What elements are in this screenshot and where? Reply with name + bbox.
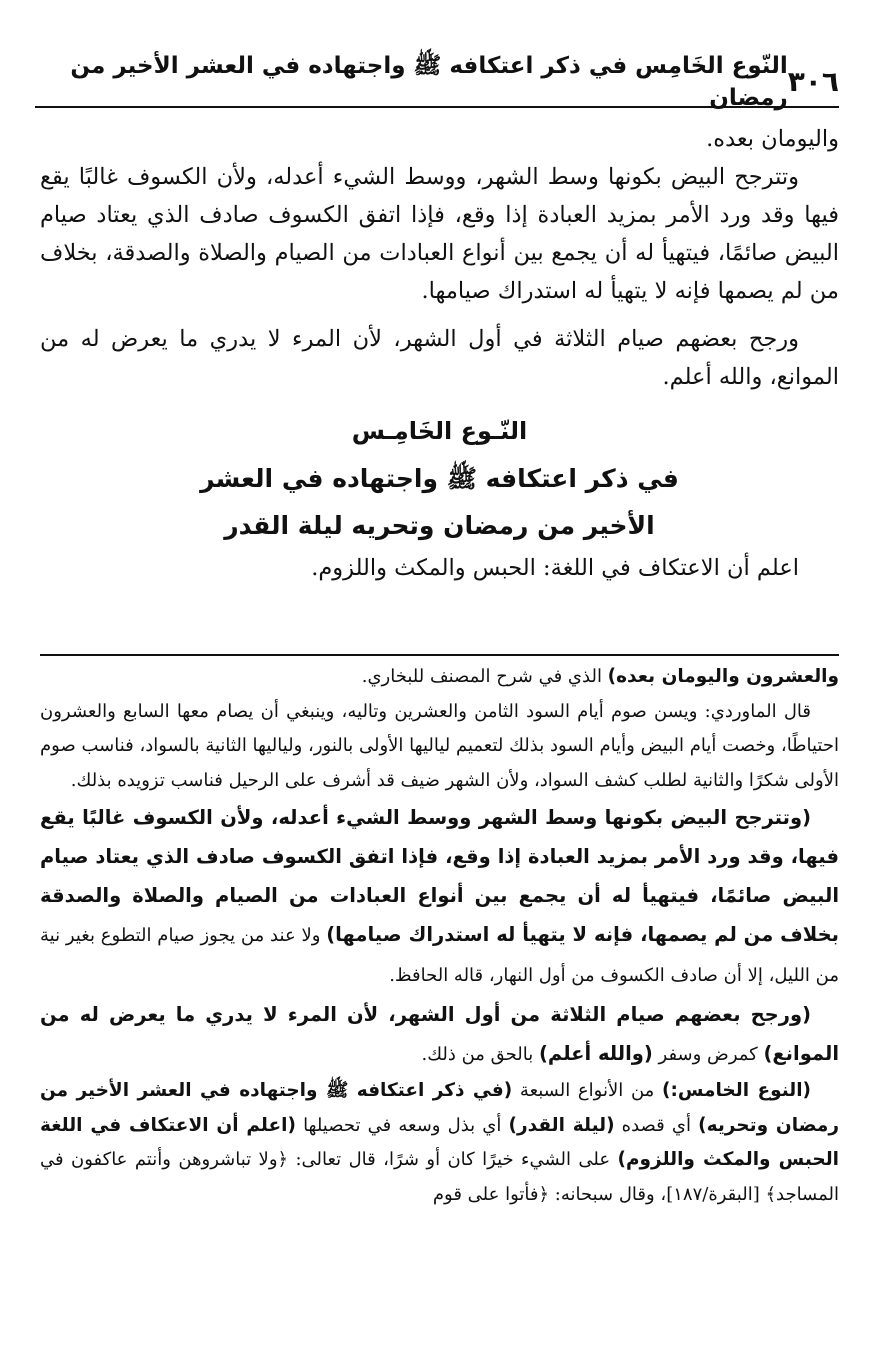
section-heading-line: في ذكر اعتكافه ﷺ واجتهاده في العشر xyxy=(200,464,679,493)
commentary-text: أي قصده xyxy=(614,1114,699,1136)
commentary-text: على الشيء خيرًا كان أو شرًا، قال تعالى: xyxy=(288,1149,618,1170)
main-paragraph: اعلم أن الاعتكاف في اللغة: الحبس والمكث واللزوم. xyxy=(311,555,799,581)
quoted-text: (اعلم أن الاعتكاف في اللغة الحبس والمكث واللزوم) xyxy=(40,1114,839,1170)
main-text xyxy=(40,120,839,587)
note-paragraph xyxy=(40,995,839,1074)
note-paragraph: قال الماوردي: ويسن صوم أيام السود الثامن والعشرين وتاليه، وينبغي أن يصام معها السابع والعشرون احتياطًا، وخصت أيام البيض وأيام السود بذلك لتعميم لياليها الأولى بالنور، ولياليها الثانية بالسواد، فناسب صوم الأولى شكرًا والثانية لطلب كشف السواد، ولأن الشهر ضيف قد أشرف على الرحيل فناسب تزويده بذلك. xyxy=(40,700,839,791)
page-number: ٣٠٦ xyxy=(787,64,839,98)
page-header xyxy=(35,53,839,111)
quoted-text: (والله أعلم) xyxy=(539,1042,653,1065)
commentary-text: بالحق من ذلك. xyxy=(421,1044,539,1065)
section-heading-line: الأخير من رمضان وتحريه ليلة القدر xyxy=(224,511,655,540)
quoted-text: (النوع الخامس:) xyxy=(662,1080,812,1101)
main-paragraph: ورجح بعضهم صيام الثلاثة في أول الشهر، لأن المرء لا يدري ما يعرض له من الموانع، والله أعلم. xyxy=(40,326,839,390)
quoted-text: والعشرون واليومان بعده) xyxy=(607,666,839,687)
commentary-text: الذي في شرح المصنف للبخاري. xyxy=(361,666,608,687)
quoted-text: (وتترجح البيض بكونها وسط الشهر ووسط الشيء أعدله، ولأن الكسوف غالبًا يقع فيها، وقد ورد الأمر بمزيد العبادة إذا وقع، فإذا اتفق الكسوف صادف الذي يعتاد صيام البيض صائمًا، فيتهيأ له أن يجمع بين أنواع العبادات من الصيام والصلاة والصدقة بخلاف من لم يصمها، فإنه لا يتهيأ له استدراك صيامها) xyxy=(40,806,839,946)
quoted-text: (ليلة القدر) xyxy=(508,1114,615,1136)
note-paragraph xyxy=(40,798,839,995)
section-heading-type: النّـوع الخَامِـس xyxy=(351,417,528,445)
commentary-text: كمرض وسفر xyxy=(652,1044,764,1065)
main-paragraph: وتترجح البيض بكونها وسط الشهر، ووسط الشيء أعدله، ولأن الكسوف غالبًا يقع فيها وقد ورد الأمر بمزيد العبادة إذا وقع، فإذا اتفق الكسوف صادف الذي يعتاد صيام البيض صائمًا، فيتهيأ له أن يجمع بين أنواع العبادات من الصيام والصلاة والصدقة، بخلاف من لم يصمها فإنه لا يتهيأ له استدراك صيامها. xyxy=(40,164,839,304)
commentary-text: ولا عند من يجوز صيام التطوع بغير نية من الليل، إلا أن صادف الكسوف من أول النهار، قاله الحافظ. xyxy=(40,925,839,986)
quran-quote: ﴿ولا تباشروهن وأنتم عاكفون في المساجد﴾ [البقرة/١٨٧]، وقال سبحانه: ﴿فأتوا على قوم xyxy=(40,1149,839,1205)
running-title: النّوع الخَامِس في ذكر اعتكافه ﷺ واجتهاده في العشر الأخير من رمضان xyxy=(70,53,788,111)
commentary-text: أي بذل وسعه في تحصيلها xyxy=(295,1114,509,1136)
commentary-text: من الأنواع السبعة xyxy=(512,1080,663,1101)
quoted-text: (ورجح بعضهم صيام الثلاثة من أول الشهر، لأن المرء لا يدري ما يعرض له من الموانع) xyxy=(40,1003,839,1065)
note-paragraph xyxy=(40,660,839,695)
section-heading xyxy=(40,408,839,549)
commentary-notes xyxy=(40,660,839,1212)
note-paragraph xyxy=(40,1074,839,1212)
footnote-divider xyxy=(40,654,839,656)
quoted-text: (في ذكر اعتكافه ﷺ واجتهاده في العشر الأخير من رمضان وتحريه) xyxy=(40,1080,839,1136)
main-paragraph: واليومان بعده. xyxy=(706,126,839,152)
